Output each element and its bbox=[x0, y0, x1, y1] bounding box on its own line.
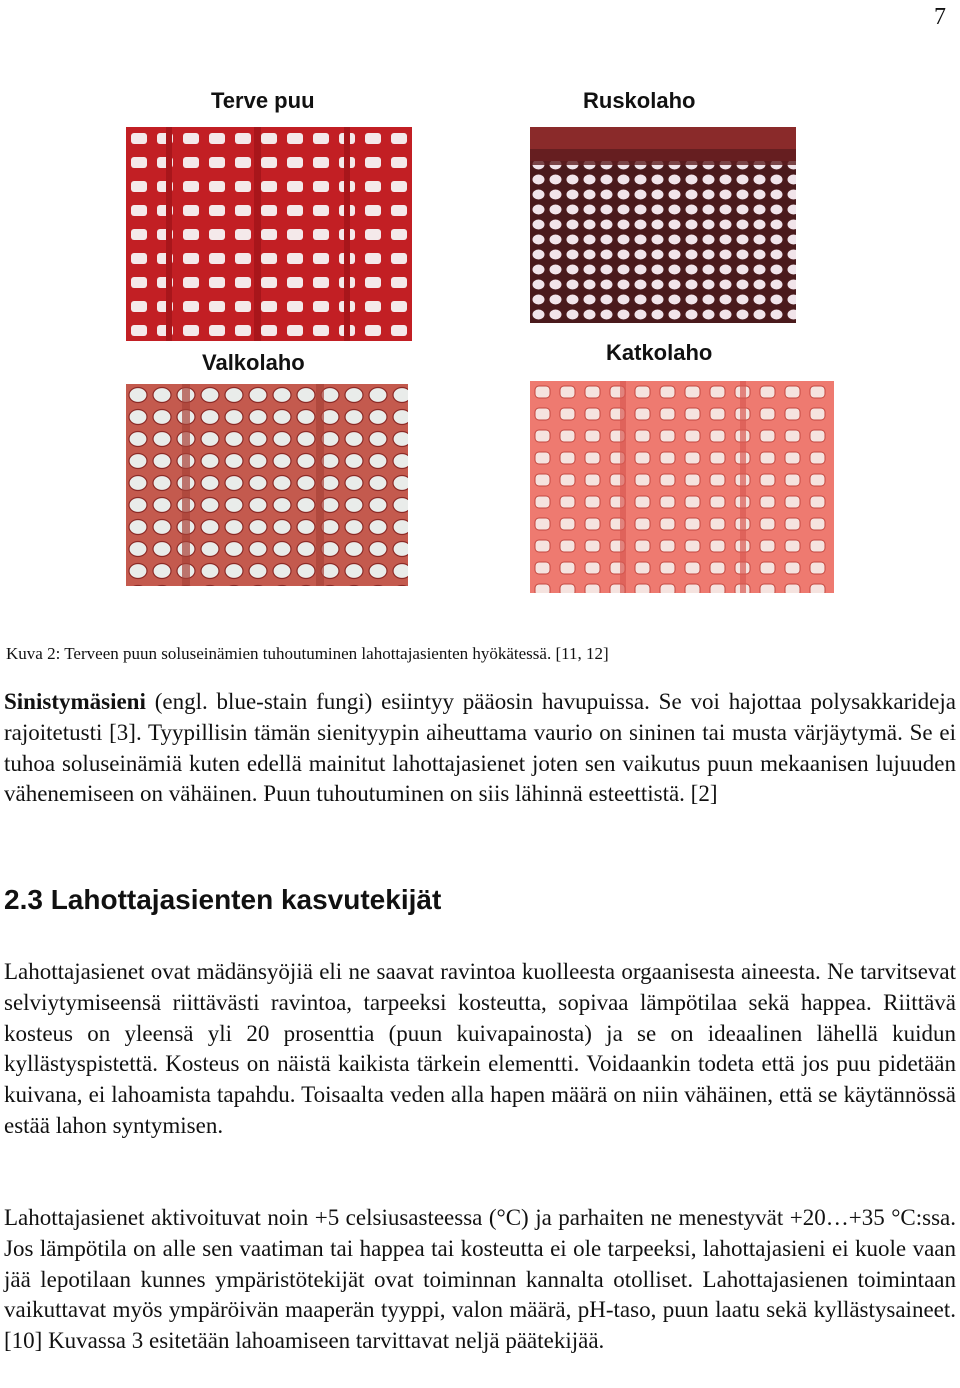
paragraph-growth-factors: Lahottajasienet ovat mädänsyöjiä eli ne saavat ravintoa kuolleesta orgaanisesta aineesta. Ne tarvitsevat selviytymiseensä riittävästi ravintoa, tarpeeksi kosteutta, sopivaa lämpötilaa sekä happea. Riittävä kosteus on yleensä yli 20 prosenttia (puun kuivapainosta) ja se on ideaalinen lähellä kuidun kyllästyspistettä. Kosteus on näistä kaikista tärkein elementti. Voidaankin todeta että jos puu pidetään kuivana, ei lahoamista tapahdu. Toisaalta veden alla hapen määrä on niin vähäinen, että se käytännössä estää lahon syntymisen. bbox=[4, 959, 956, 1138]
paragraph-blue-stain-text: (engl. blue-stain fungi) esiintyy pääosin havupuissa. Se voi hajottaa polysakkarideja rajoitetusti [3]. Tyypillisin tämän sienityypin aiheuttama vaurio on sininen tai musta värjäytymä. Se ei tuhoa soluseinämiä kuten edellä mainitut lahottajasienet joten sen vaikutus puun mekaanisen lujuuden vähenemiseen on vähäinen. Puun tuhoutuminen on siis lähinnä esteettistä. [2] bbox=[4, 689, 956, 807]
brown-rot-micrograph bbox=[530, 127, 796, 323]
page-number: 7 bbox=[934, 4, 946, 30]
white-rot-micrograph bbox=[126, 384, 408, 586]
section-heading: 2.3 Lahottajasienten kasvutekijät bbox=[4, 884, 442, 915]
paragraph-temperature: Lahottajasienet aktivoituvat noin +5 celsiusasteessa (°C) ja parhaiten ne menestyvät +20…+35 °C:ssa. Jos lämpötila on alle sen vaatiman tai happea tai kosteutta ei ole tarpeeksi, lahottajasieni ei kuole vaan jää lepotilaan kunnes ympäristötekijät ovat toiminnan kannalta otolliset. Lahottajasienen toimintaan vaikuttavat myös ympäröivän maaperän tyyppi, valon määrä, pH-taso, puun laatu sekä kyllästysaineet. [10] Kuvassa 3 esitetään lahoamiseen tarvittavat neljä päätekijää. bbox=[4, 1205, 956, 1354]
term-blue-stain: Sinistymäsieni bbox=[4, 689, 146, 714]
healthy-wood-micrograph bbox=[126, 127, 412, 341]
label-brown-rot: Ruskolaho bbox=[583, 88, 696, 113]
figure-caption: Kuva 2: Terveen puun soluseinämien tuhoutuminen lahottajasienten hyökätessä. [11, 12] bbox=[6, 644, 609, 663]
paragraph-blue-stain bbox=[4, 687, 956, 810]
label-white-rot: Valkolaho bbox=[202, 350, 305, 375]
label-soft-rot: Katkolaho bbox=[606, 340, 713, 365]
label-healthy-wood: Terve puu bbox=[211, 88, 315, 113]
soft-rot-micrograph bbox=[530, 381, 834, 593]
